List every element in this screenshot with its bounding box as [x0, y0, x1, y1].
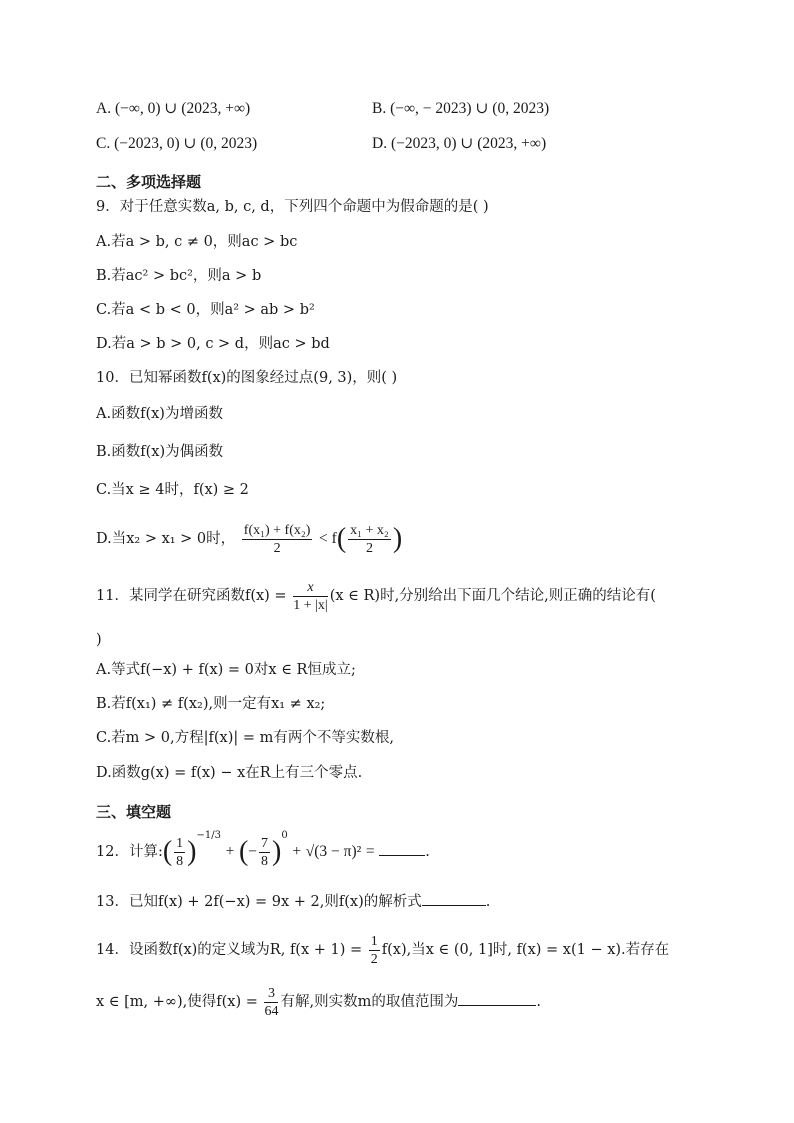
q8-option-a: A. (−∞, 0) ∪ (2023, +∞): [96, 100, 251, 117]
q11-fraction: [293, 579, 328, 614]
q8-option-b: B. (−∞, − 2023) ∪ (0, 2023): [372, 100, 550, 117]
q11-option-a: A.等式f(−x) + f(x) = 0对x ∈ R恒成立;: [96, 662, 356, 678]
q10-d-prefix: D.当x₂ > x₁ > 0时，: [96, 531, 236, 547]
q10-d-left-fraction: [242, 522, 313, 557]
q11-option-c: C.若m > 0,方程|f(x)| = m有两个不等实数根,: [96, 730, 394, 746]
q12-plus-2: +: [292, 843, 302, 860]
q12-equals: =: [365, 843, 375, 860]
q12-paren-close-2: ): [272, 836, 282, 867]
q10-d-left-numerator: f(x₁) + f(x₂): [243, 522, 311, 538]
q12-end: .: [425, 844, 430, 860]
q11-stem-prefix: 11．某同学在研究函数f(x) =: [96, 588, 287, 604]
q12-minus-sign: −: [248, 843, 258, 860]
q11-stem-suffix: (x ∈ R)时,分别给出下面几个结论,则正确的结论有(: [329, 588, 656, 604]
q10-d-close-paren: ): [392, 523, 403, 554]
q10-d-right-fraction: [348, 522, 391, 557]
q12-plus-1: +: [225, 843, 235, 860]
q11-option-d: D.函数g(x) = f(x) − x在R上有三个零点.: [96, 765, 363, 781]
q12-prefix: 12．计算:: [96, 844, 163, 860]
section-title-fill-in: 三、填空题: [96, 803, 172, 821]
q13-stem: [96, 888, 490, 916]
q9-stem: 9．对于任意实数a, b, c, d，下列四个命题中为假命题的是( ): [96, 199, 489, 215]
q14-line-2: [96, 982, 541, 1022]
q12-fraction-2-numerator: 7: [261, 835, 269, 851]
q8-option-c: C. (−2023, 0) ∪ (0, 2023): [96, 135, 258, 152]
q12-fraction-2-denominator: 8: [261, 853, 269, 869]
q8-option-d: D. (−2023, 0) ∪ (2023, +∞): [372, 135, 547, 152]
q14-line-1: [96, 930, 669, 970]
q14-answer-blank[interactable]: [458, 992, 536, 1006]
q12-answer-blank[interactable]: [379, 842, 425, 856]
q14-fraction-1-numerator: 1: [370, 933, 378, 949]
q12-stem: [96, 828, 430, 876]
q12-paren-open-1: (: [162, 836, 173, 867]
q9-option-a: A.若a > b, c ≠ 0，则ac > bc: [96, 234, 298, 250]
q10-stem: 10．已知幂函数f(x)的图象经过点(9, 3)，则( ): [96, 370, 398, 386]
q13-answer-blank[interactable]: [422, 892, 486, 906]
q12-exponent-1: −1/3: [196, 830, 221, 842]
q12-fraction-1-numerator: 1: [176, 835, 184, 851]
q10-option-d: [96, 517, 402, 561]
q9-option-d: D.若a > b > 0, c > d，则ac > bd: [96, 336, 330, 352]
q12-root: √(3 − π)²: [305, 843, 362, 860]
q11-fraction-denominator: 1 + |x|: [293, 597, 328, 613]
q10-d-right-numerator: x₁ + x₂: [350, 522, 389, 538]
q11-stem-close: ): [96, 632, 102, 648]
q14-middle: f(x),当x ∈ (0, 1]时, f(x) = x(1 − x).若存在: [381, 942, 670, 958]
q12-fraction-1-denominator: 8: [176, 853, 184, 869]
q14-end: .: [536, 994, 541, 1010]
q11-option-b: B.若f(x₁) ≠ f(x₂),则一定有x₁ ≠ x₂;: [96, 696, 326, 712]
q12-paren-close-1: ): [187, 836, 197, 867]
q11-stem: [96, 576, 656, 616]
q10-option-b: B.函数f(x)为偶函数: [96, 444, 224, 460]
q14-fraction-2-denominator: 64: [264, 1003, 279, 1019]
q10-option-c: C.当x ≥ 4时，f(x) ≥ 2: [96, 482, 249, 498]
q12-exponent-2: 0: [281, 830, 288, 842]
q14-line2-prefix: x ∈ [m, +∞),使得f(x) =: [96, 994, 258, 1010]
q14-fraction-2: [264, 985, 278, 1020]
q12-paren-open-2: (: [238, 836, 249, 867]
q14-fraction-1-denominator: 2: [370, 951, 378, 967]
q10-d-left-denominator: 2: [273, 540, 281, 556]
q10-d-less-f: < f: [319, 530, 337, 547]
q12-fraction-1: [174, 835, 185, 870]
q9-option-c: C.若a < b < 0，则a² > ab > b²: [96, 302, 315, 318]
q13-text: 13．已知f(x) + 2f(−x) = 9x + 2,则f(x)的解析式: [96, 894, 422, 910]
section-title-multiple-choice: 二、多项选择题: [96, 173, 202, 191]
q14-fraction-2-numerator: 3: [264, 985, 278, 1003]
q10-d-open-paren: (: [336, 523, 347, 554]
q11-fraction-numerator: x: [293, 579, 328, 597]
q14-fraction-1: [369, 933, 380, 968]
q9-option-b: B.若ac² > bc²，则a > b: [96, 268, 262, 284]
q13-end: .: [485, 894, 491, 910]
q14-prefix: 14．设函数f(x)的定义域为R, f(x + 1) =: [96, 942, 363, 958]
q14-line2-suffix: 有解,则实数m的取值范围为: [280, 994, 459, 1010]
q10-option-a: A.函数f(x)为增函数: [96, 406, 223, 422]
q12-fraction-2: [259, 835, 270, 870]
q10-d-right-denominator: 2: [365, 540, 373, 556]
